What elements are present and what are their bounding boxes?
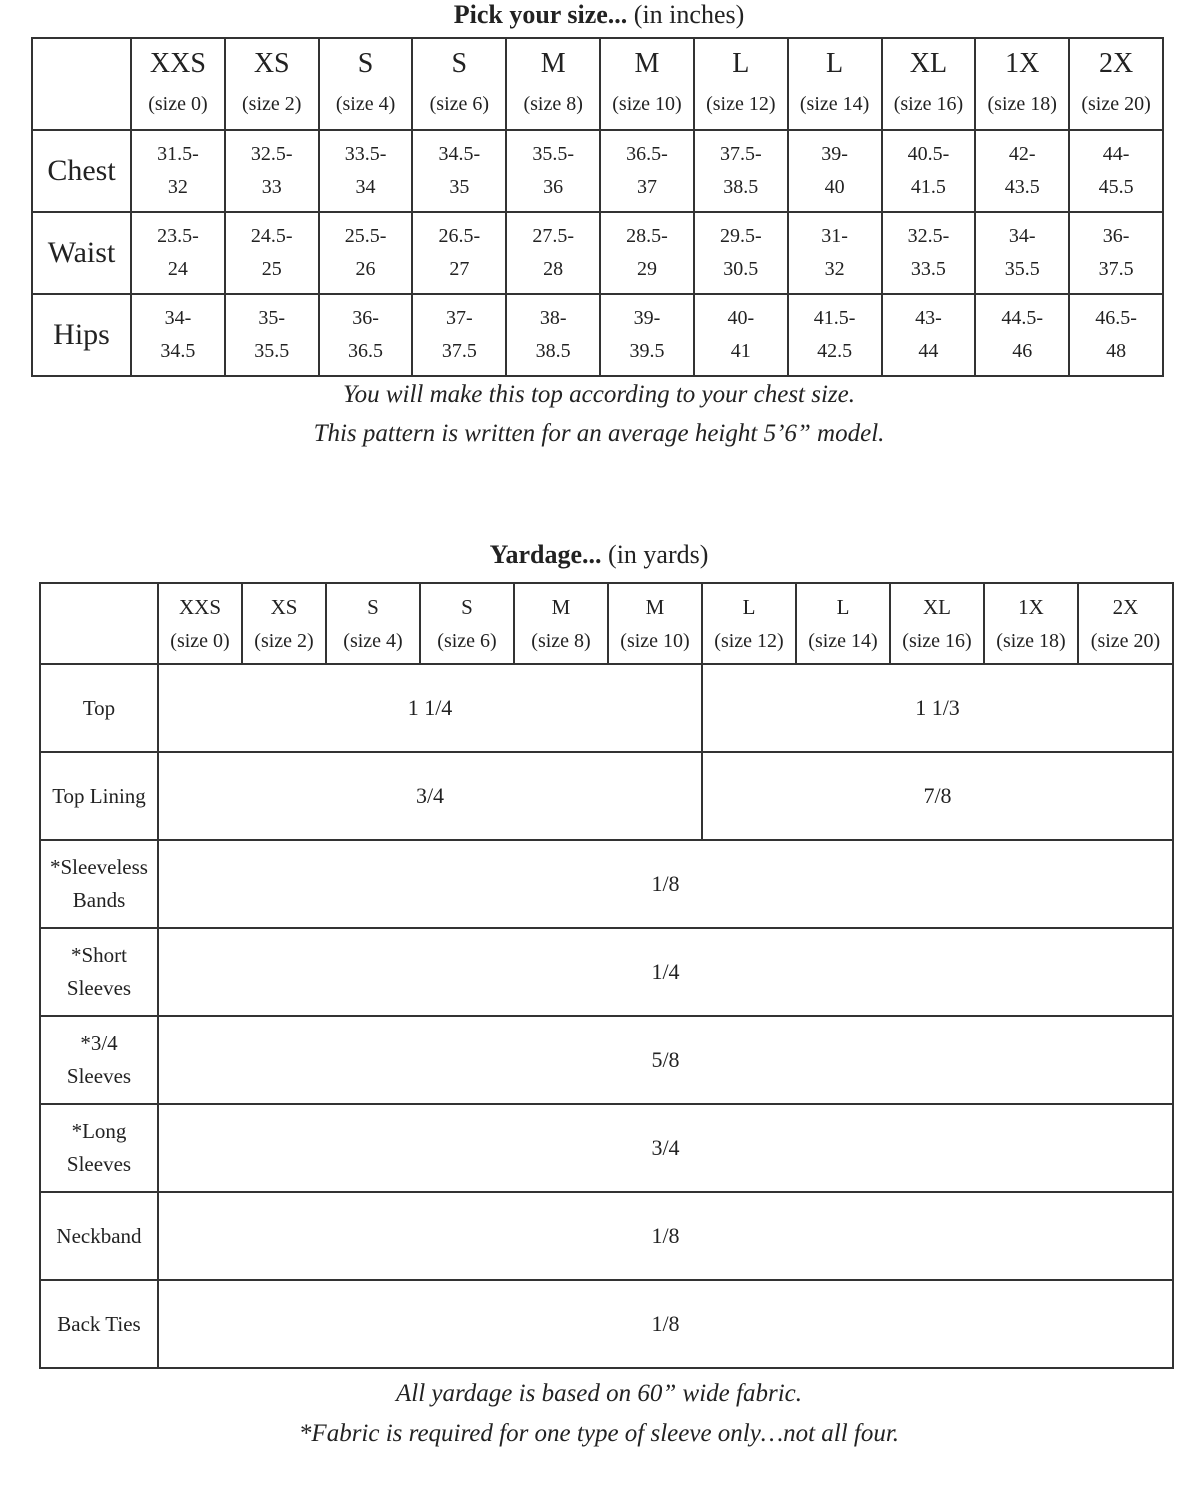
size-note-height: This pattern is written for an average height 5’6” model.	[313, 420, 885, 447]
size-label: M	[551, 594, 571, 619]
yardage-row-label-line: Bands	[72, 888, 126, 912]
measurement-value: 36.5	[348, 340, 384, 362]
measurement-cell	[975, 294, 1069, 376]
measurement-cell	[600, 130, 694, 212]
measurement-value: 32	[167, 176, 188, 198]
measurement-cell	[225, 212, 319, 294]
yardage-row-label	[40, 752, 158, 840]
yardage-title-unit: (in yards)	[608, 540, 709, 569]
measurement-value: 39-	[633, 307, 661, 329]
measurement-value: 36.5-	[626, 143, 668, 165]
yardage-header-cell	[608, 583, 702, 664]
yardage-row-label	[40, 664, 158, 752]
measurement-value: 41.5	[910, 176, 946, 198]
size-number: (size 4)	[335, 93, 396, 115]
measurement-value: 38-	[539, 307, 567, 329]
measurement-cell	[694, 212, 788, 294]
size-chart-title-unit: (in inches)	[633, 0, 745, 29]
measurement-value: 40	[824, 176, 845, 198]
size-number: (size 10)	[612, 93, 682, 115]
size-label: XXS	[149, 48, 206, 79]
measurement-value: 28.5-	[626, 225, 668, 247]
measurement-value: 33.5-	[344, 143, 387, 165]
yardage-amount: 1 1/4	[158, 664, 702, 752]
measurement-value: 31.5-	[157, 143, 199, 165]
measurement-cell	[882, 294, 976, 376]
size-number: (size 6)	[429, 93, 490, 115]
size-chart-header-cell	[600, 38, 694, 130]
measurement-cell	[694, 130, 788, 212]
yardage-row	[40, 1104, 1173, 1192]
yardage-row	[40, 664, 1173, 752]
yardage-title	[0, 540, 1198, 570]
measurement-value: 46.5-	[1095, 307, 1137, 329]
measurement-value: 32	[824, 258, 845, 280]
size-chart-title-text: Pick your size...	[453, 0, 628, 29]
size-number: (size 14)	[799, 93, 870, 115]
measurement-cell	[1069, 212, 1163, 294]
measurement-value: 34-	[164, 307, 192, 329]
size-label: M	[634, 48, 660, 79]
measurement-value: 37	[636, 176, 657, 198]
size-label: S	[367, 594, 379, 619]
yardage-amount: 1/4	[158, 928, 1173, 1016]
measurement-value: 41.5-	[813, 307, 856, 329]
measurement-cell	[412, 294, 506, 376]
yardage-table	[39, 582, 1174, 1369]
yardage-header-cell	[890, 583, 984, 664]
yardage-row-label	[40, 1016, 158, 1104]
yardage-header-cell	[796, 583, 890, 664]
yardage-row-label	[40, 1192, 158, 1280]
size-chart-corner-cell	[32, 38, 131, 130]
yardage-amount: 5/8	[158, 1016, 1173, 1104]
measurement-value: 28	[543, 258, 564, 280]
size-label: 2X	[1112, 594, 1139, 619]
measurement-label: Chest	[32, 130, 131, 212]
yardage-row	[40, 1192, 1173, 1280]
measurement-cell	[882, 212, 976, 294]
size-number: (size 14)	[808, 629, 878, 652]
size-chart-header-cell	[412, 38, 506, 130]
measurement-value: 42.5	[817, 340, 853, 362]
measurement-value: 34.5-	[438, 143, 481, 165]
measurement-value: 32.5-	[250, 143, 293, 165]
measurement-value: 34	[355, 176, 376, 198]
measurement-label: Waist	[32, 212, 131, 294]
measurement-value: 44	[918, 340, 939, 362]
size-chart-header-cell	[225, 38, 319, 130]
measurement-value: 33.5	[910, 258, 946, 280]
measurement-cell	[1069, 294, 1163, 376]
yardage-row	[40, 840, 1173, 928]
size-chart-header-cell	[975, 38, 1069, 130]
yardage-row	[40, 928, 1173, 1016]
measurement-cell	[975, 130, 1069, 212]
yardage-row-label	[40, 928, 158, 1016]
yardage-row-label-line: *Sleeveless	[50, 855, 148, 879]
size-chart-header-cell	[788, 38, 882, 130]
size-number: (size 12)	[714, 629, 784, 652]
size-number: (size 8)	[523, 93, 583, 115]
measurement-value: 30.5	[723, 258, 759, 280]
measurement-cell	[1069, 130, 1163, 212]
size-chart-title	[0, 0, 1198, 30]
yardage-amount: 3/4	[158, 1104, 1173, 1192]
measurement-cell	[600, 212, 694, 294]
size-label: XS	[253, 48, 290, 79]
measurement-value: 44.5-	[1001, 307, 1044, 329]
measurement-value: 26.5-	[438, 225, 481, 247]
measurement-value: 40.5-	[907, 143, 950, 165]
yardage-row-label-line: *3/4	[80, 1031, 118, 1055]
size-note-chest: You will make this top according to your chest size.	[342, 381, 855, 408]
measurement-cell	[788, 130, 882, 212]
yardage-note-sleeve: *Fabric is required for one type of sleeve only…not all four.	[298, 1420, 900, 1447]
yardage-row-label	[40, 1104, 158, 1192]
measurement-cell	[788, 212, 882, 294]
size-number: (size 0)	[170, 629, 230, 652]
measurement-value: 34-	[1008, 225, 1036, 247]
yardage-header-cell	[514, 583, 608, 664]
size-number: (size 4)	[343, 629, 403, 652]
measurement-value: 25.5-	[344, 225, 387, 247]
size-label: 2X	[1098, 48, 1134, 79]
yardage-amount: 1/8	[158, 840, 1173, 928]
size-number: (size 16)	[902, 629, 972, 652]
yardage-header-cell	[420, 583, 514, 664]
size-label: S	[451, 48, 468, 79]
measurement-value: 29.5-	[719, 225, 762, 247]
yardage-header-cell	[702, 583, 796, 664]
measurement-value: 31-	[821, 225, 848, 247]
size-label: M	[645, 594, 665, 619]
size-label: XL	[923, 594, 951, 619]
measurement-value: 27.5-	[532, 225, 574, 247]
size-chart-header-cell	[1069, 38, 1163, 130]
measurement-cell	[412, 212, 506, 294]
yardage-header-cell	[242, 583, 326, 664]
yardage-row	[40, 752, 1173, 840]
yardage-header-row	[40, 583, 1173, 664]
measurement-cell	[506, 212, 600, 294]
measurement-value: 24.5-	[250, 225, 293, 247]
measurement-cell	[225, 130, 319, 212]
measurement-value: 34.5	[160, 340, 196, 362]
yardage-amount: 1/8	[158, 1192, 1173, 1280]
yardage-note-width: All yardage is based on 60” wide fabric.	[396, 1380, 802, 1407]
measurement-value: 37.5	[1098, 258, 1134, 280]
size-number: (size 10)	[620, 629, 690, 652]
measurement-cell	[975, 212, 1069, 294]
yardage-amount: 1 1/3	[702, 664, 1173, 752]
size-chart-header-cell	[319, 38, 413, 130]
measurement-value: 26	[355, 258, 376, 280]
yardage-title-text: Yardage...	[489, 540, 602, 569]
yardage-header-cell	[158, 583, 242, 664]
measurement-value: 32.5-	[907, 225, 950, 247]
size-number: (size 20)	[1081, 93, 1151, 115]
measurement-value: 37-	[446, 307, 473, 329]
measurement-value: 35.5-	[532, 143, 574, 165]
yardage-row	[40, 1016, 1173, 1104]
size-label: L	[836, 594, 850, 619]
measurement-value: 35-	[258, 307, 286, 329]
size-label: L	[742, 594, 756, 619]
measurement-value: 43-	[915, 307, 942, 329]
measurement-row	[32, 212, 1163, 294]
size-label: XXS	[178, 594, 221, 619]
measurement-value: 45.5	[1098, 176, 1134, 198]
yardage-row-label	[40, 840, 158, 928]
yardage-amount: 7/8	[702, 752, 1173, 840]
measurement-value: 38.5	[723, 176, 759, 198]
size-chart-header-cell	[131, 38, 225, 130]
measurement-value: 37.5	[441, 340, 477, 362]
measurement-value: 35.5	[254, 340, 290, 362]
measurement-cell	[882, 130, 976, 212]
measurement-value: 48	[1106, 340, 1127, 362]
yardage-corner-cell	[40, 583, 158, 664]
yardage-row-label-line: Neckband	[56, 1223, 142, 1248]
measurement-value: 40-	[727, 307, 755, 329]
measurement-row	[32, 130, 1163, 212]
measurement-cell	[319, 294, 413, 376]
size-label: 1X	[1018, 594, 1044, 619]
yardage-row-label-line: *Short	[70, 943, 127, 967]
measurement-value: 36-	[1102, 225, 1130, 247]
size-number: (size 8)	[531, 629, 591, 652]
size-label: XL	[909, 48, 948, 79]
measurement-value: 43.5	[1004, 176, 1040, 198]
size-chart-table	[31, 37, 1164, 377]
measurement-value: 39-	[821, 143, 848, 165]
size-label: L	[732, 48, 750, 79]
measurement-cell	[412, 130, 506, 212]
size-chart-header-cell	[882, 38, 976, 130]
measurement-value: 41	[730, 340, 751, 362]
measurement-value: 33	[261, 176, 282, 198]
measurement-value: 44-	[1102, 143, 1130, 165]
size-number: (size 16)	[893, 93, 964, 115]
size-number: (size 18)	[987, 93, 1057, 115]
measurement-cell	[131, 130, 225, 212]
measurement-cell	[319, 130, 413, 212]
yardage-row-label-line: Sleeves	[66, 1064, 132, 1088]
size-number: (size 2)	[242, 93, 302, 115]
yardage-amount: 1/8	[158, 1280, 1173, 1368]
yardage-row-label-line: Top	[82, 695, 116, 720]
measurement-value: 23.5-	[157, 225, 199, 247]
size-chart-header-cell	[694, 38, 788, 130]
measurement-value: 24	[167, 258, 188, 280]
measurement-value: 42-	[1008, 143, 1036, 165]
size-label: XS	[270, 594, 298, 619]
size-number: (size 2)	[254, 629, 314, 652]
size-number: (size 12)	[706, 93, 776, 115]
measurement-value: 27	[449, 258, 470, 280]
measurement-value: 46	[1012, 340, 1033, 362]
size-label: S	[461, 594, 473, 619]
yardage-row-label-line: Sleeves	[66, 1152, 132, 1176]
measurement-cell	[131, 212, 225, 294]
measurement-value: 35.5	[1004, 258, 1040, 280]
measurement-cell	[506, 294, 600, 376]
yardage-row-label	[40, 1280, 158, 1368]
size-label: S	[357, 48, 374, 79]
size-number: (size 20)	[1090, 629, 1161, 652]
size-label: M	[540, 48, 566, 79]
size-chart-header-row	[32, 38, 1163, 130]
yardage-row-label-line: Sleeves	[66, 976, 132, 1000]
yardage-row-label-line: Top Lining	[52, 783, 146, 808]
size-label: 1X	[1005, 48, 1040, 79]
yardage-amount: 3/4	[158, 752, 702, 840]
size-number: (size 6)	[437, 629, 497, 652]
measurement-row	[32, 294, 1163, 376]
yardage-header-cell	[984, 583, 1078, 664]
measurement-value: 38.5	[535, 340, 571, 362]
measurement-cell	[600, 294, 694, 376]
measurement-cell	[694, 294, 788, 376]
yardage-row	[40, 1280, 1173, 1368]
yardage-header-cell	[1078, 583, 1173, 664]
measurement-value: 36-	[352, 307, 379, 329]
size-number: (size 18)	[996, 629, 1066, 652]
measurement-value: 36	[543, 176, 564, 198]
measurement-cell	[319, 212, 413, 294]
measurement-label: Hips	[32, 294, 131, 376]
measurement-cell	[131, 294, 225, 376]
yardage-header-cell	[326, 583, 420, 664]
size-label: L	[826, 48, 844, 79]
measurement-value: 37.5-	[719, 143, 762, 165]
measurement-cell	[788, 294, 882, 376]
measurement-value: 25	[261, 258, 282, 280]
measurement-value: 39.5	[629, 340, 665, 362]
measurement-cell	[506, 130, 600, 212]
size-number: (size 0)	[148, 93, 208, 115]
measurement-value: 35	[449, 176, 470, 198]
yardage-row-label-line: *Long	[71, 1119, 127, 1143]
yardage-row-label-line: Back Ties	[57, 1311, 141, 1336]
measurement-value: 29	[636, 258, 657, 280]
measurement-cell	[225, 294, 319, 376]
size-chart-header-cell	[506, 38, 600, 130]
